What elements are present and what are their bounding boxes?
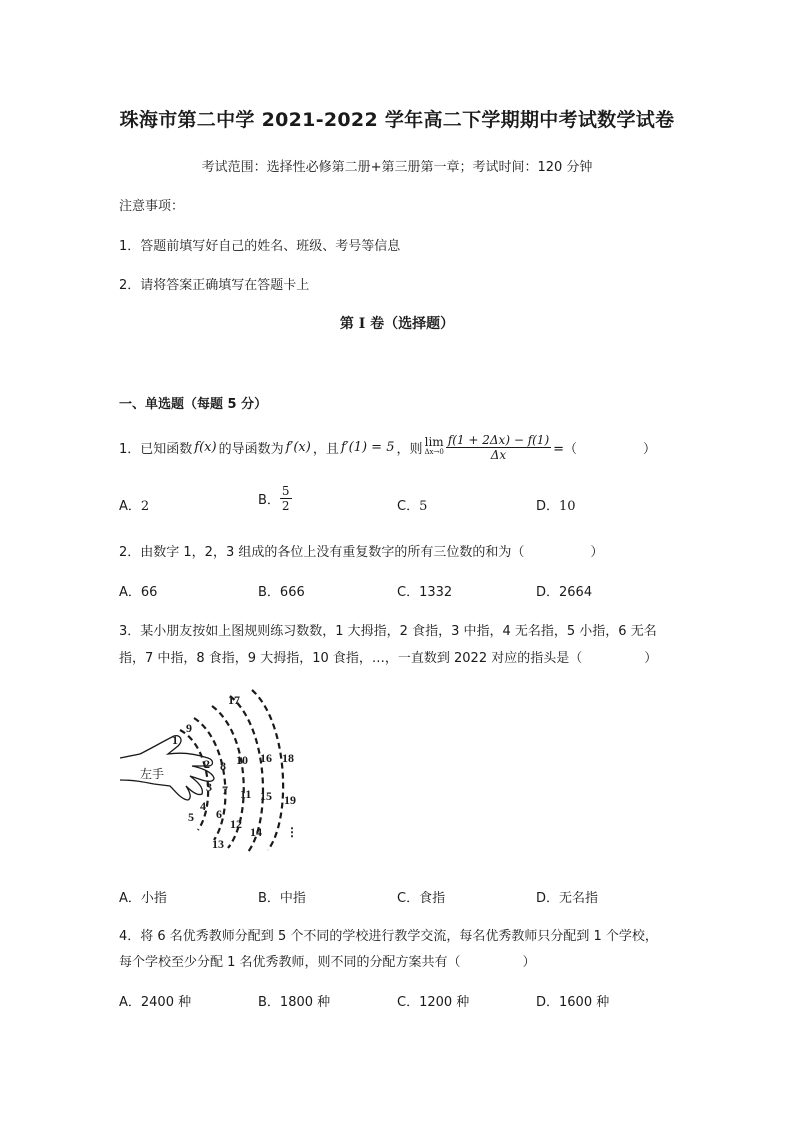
figure-number-2: 2 <box>204 757 210 771</box>
figure-number-1: 1 <box>172 733 178 747</box>
figure-number-13: 13 <box>212 837 224 851</box>
figure-number-19: 19 <box>284 793 296 807</box>
q3-text: 指，7 中指，8 食指，9 大拇指，10 食指，…，一直数到 2022 对应的指头是（ <box>119 651 583 666</box>
q3-option-b[interactable]: B．中指 <box>258 891 306 906</box>
question-4-line-1: 4．将 6 名优秀教师分配到 5 个不同的学校进行教学交流，每名优秀教师只分配到 1 个学校， <box>119 929 658 944</box>
q1-lim-text: lim <box>424 435 444 449</box>
exam-title: 珠海市第二中学 2021-2022 学年高二下学期期中考试数学试卷 <box>119 109 675 131</box>
q1-prefix: 1．已知函数 <box>119 441 193 457</box>
q1-option-a[interactable] <box>119 495 149 514</box>
q3-option-d[interactable]: D．无名指 <box>536 891 599 906</box>
figure-number-8: 8 <box>220 759 226 773</box>
exam-scope: 考试范围：选择性必修第二册+第三册第一章；考试时间：120 分钟 <box>201 160 593 175</box>
q1-close: ） <box>643 441 657 457</box>
part-one-heading: 一、单选题（每题 5 分） <box>119 397 268 412</box>
figure-number-17: 17 <box>228 693 240 707</box>
q4-option-c[interactable]: C．1200 种 <box>397 995 470 1010</box>
figure-number-3: 3 <box>206 780 212 794</box>
figure-number-15: 15 <box>260 789 272 803</box>
option-value: 2 <box>140 499 150 514</box>
q1-limit <box>424 437 443 457</box>
figure-number-4: 4 <box>200 799 206 813</box>
notice-item-1: 1．答题前填写好自己的姓名、班级、考号等信息 <box>119 239 401 254</box>
section-title: 第 I 卷（选择题） <box>339 316 455 332</box>
q1-option-d[interactable] <box>536 495 576 514</box>
option-value: 10 <box>559 499 576 514</box>
question-3-line-1: 3．某小朋友按如上图规则练习数数，1 大拇指，2 食指，3 中指，4 无名指，5 小指，6 无名 <box>119 624 657 639</box>
q1-option-b[interactable] <box>258 484 292 513</box>
question-4-line-2 <box>119 951 536 970</box>
figure-number-16: 16 <box>260 751 272 765</box>
hand-label: 左手 <box>140 767 165 781</box>
q2-option-d[interactable]: D．2664 <box>536 585 593 600</box>
figure-ellipsis: ⋮ <box>286 825 298 839</box>
q4-option-a[interactable]: A．2400 种 <box>119 995 192 1010</box>
q1-fprime: f′(x) <box>285 439 311 455</box>
q1-condition: f′(1) = 5 <box>340 439 395 455</box>
option-letter: D． <box>536 499 560 514</box>
figure-number-14: 14 <box>250 825 262 839</box>
q3-option-a[interactable]: A．小指 <box>119 891 167 906</box>
q1-fraction <box>446 433 551 462</box>
q2-close: ） <box>590 545 604 560</box>
q2-option-b[interactable]: B．666 <box>258 585 305 600</box>
option-letter: C． <box>397 499 420 514</box>
notice-item-2: 2．请将答案正确填写在答题卡上 <box>119 278 310 293</box>
figure-number-6: 6 <box>216 807 222 821</box>
q1-option-c[interactable] <box>397 495 427 514</box>
q1-mid2: ，且 <box>312 441 339 457</box>
figure-number-9: 9 <box>186 721 192 735</box>
figure-number-18: 18 <box>282 751 294 765</box>
figure-number-7: 7 <box>222 783 228 797</box>
figure-number-5: 5 <box>188 810 194 824</box>
q1-mid3: ，则 <box>396 441 423 457</box>
q1-denominator: Δx <box>490 447 507 462</box>
q4-option-b[interactable]: B．1800 种 <box>258 995 331 1010</box>
q3-close: ） <box>644 651 658 666</box>
option-letter: B． <box>258 493 280 508</box>
q2-option-c[interactable]: C．1332 <box>397 585 453 600</box>
q1-mid1: 的导函数为 <box>218 441 284 457</box>
q1-numerator: f(1 + 2Δx) − f(1) <box>447 432 550 447</box>
q3-option-c[interactable]: C．食指 <box>397 891 446 906</box>
notice-heading: 注意事项： <box>119 199 185 214</box>
question-2 <box>119 541 603 560</box>
option-value: 5 <box>419 499 428 514</box>
q1-tail: =（ <box>553 441 578 457</box>
question-3-line-2 <box>119 647 657 666</box>
hand-outline <box>120 736 214 800</box>
option-denominator: 2 <box>281 499 290 513</box>
question-1 <box>119 429 656 465</box>
q2-text: 2．由数字 1，2，3 组成的各位上没有重复数字的所有三位数的和为（ <box>119 545 525 560</box>
q4-text: 每个学校至少分配 1 名优秀教师，则不同的分配方案共有（ <box>119 955 461 970</box>
option-letter: A． <box>119 499 141 514</box>
q1-fx: f(x) <box>194 439 217 455</box>
q4-close: ） <box>522 955 536 970</box>
option-numerator: 5 <box>281 484 290 498</box>
figure-number-10: 10 <box>236 753 248 767</box>
figure-number-11: 11 <box>240 787 252 801</box>
q4-option-d[interactable]: D．1600 种 <box>536 995 610 1010</box>
figure-number-12: 12 <box>230 817 242 831</box>
q1-lim-sub: Δx→0 <box>424 448 444 456</box>
q2-option-a[interactable]: A．66 <box>119 585 158 600</box>
option-fraction <box>280 484 292 513</box>
finger-counting-figure <box>118 688 318 858</box>
